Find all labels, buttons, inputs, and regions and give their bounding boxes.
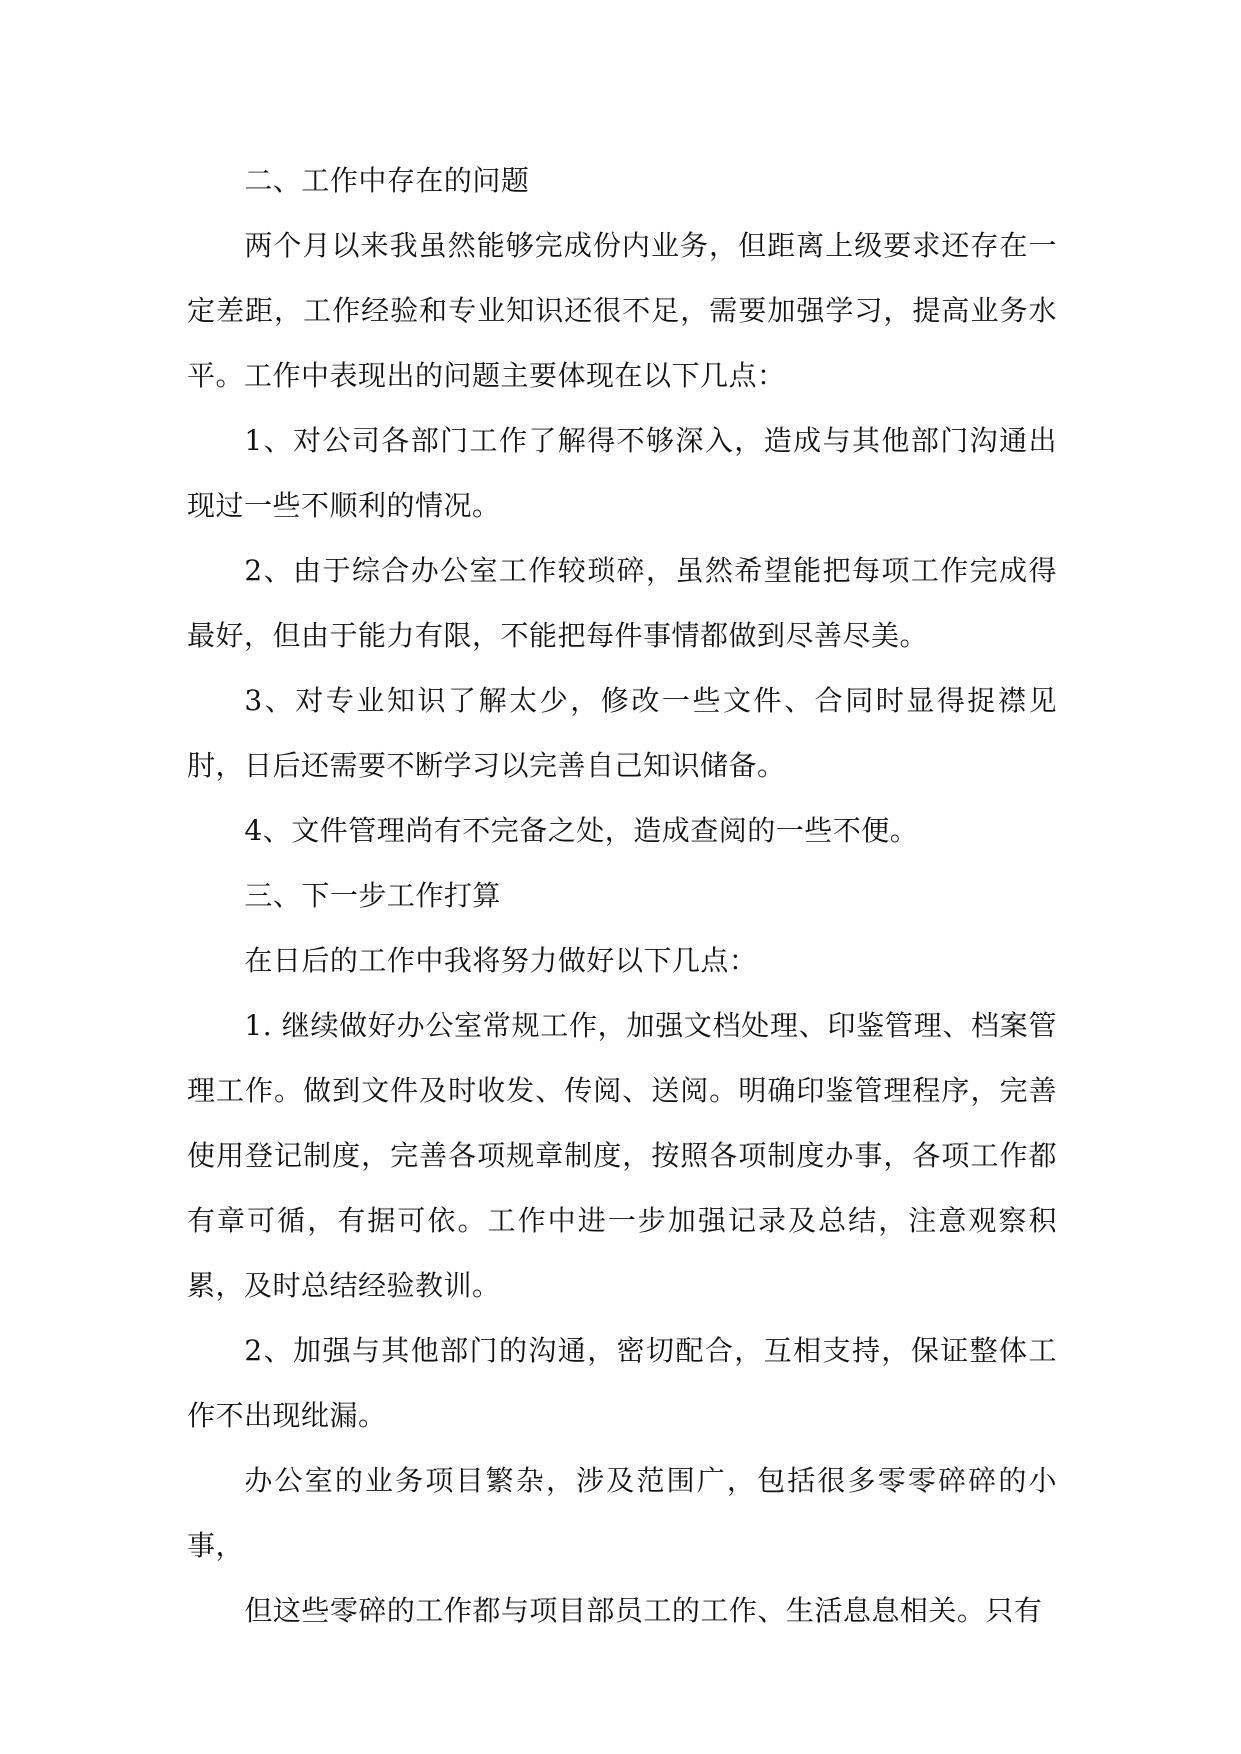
paragraph-problem-3: 3、对专业知识了解太少，修改一些文件、合同时显得捉襟见肘，日后还需要不断学习以完善自己知识储备。 bbox=[187, 684, 1057, 782]
paragraph-problem-1: 1、对公司各部门工作了解得不够深入，造成与其他部门沟通出现过一些不顺利的情况。 bbox=[187, 424, 1057, 522]
paragraph-problems-intro: 两个月以来我虽然能够完成份内业务，但距离上级要求还存在一定差距，工作经验和专业知识还很不足，需要加强学习，提高业务水平。工作中表现出的问题主要体现在以下几点： bbox=[187, 229, 1057, 392]
paragraph-office-work-line-1: 办公室的业务项目繁杂，涉及范围广，包括很多零零碎碎的小事， bbox=[187, 1464, 1057, 1562]
paragraph-plan-1: 1. 继续做好办公室常规工作，加强文档处理、印鉴管理、档案管理工作。做到文件及时收发、传阅、送阅。明确印鉴管理程序，完善使用登记制度，完善各项规章制度，按照各项制度办事，各项工作都有章可循，有据可依。工作中进一步加强记录及总结，注意观察积累，及时总结经验教训。 bbox=[187, 1009, 1057, 1302]
paragraph-plan-2: 2、加强与其他部门的沟通，密切配合，互相支持，保证整体工作不出现纰漏。 bbox=[187, 1334, 1057, 1432]
paragraph-office-work-line-2: 但这些零碎的工作都与项目部员工的工作、生活息息相关。只有 bbox=[244, 1594, 1043, 1627]
paragraph-problem-2: 2、由于综合办公室工作较琐碎，虽然希望能把每项工作完成得最好，但由于能力有限，不能把每件事情都做到尽善尽美。 bbox=[187, 554, 1057, 652]
section-heading-next-steps: 三、下一步工作打算 bbox=[244, 879, 501, 912]
paragraph-next-steps-intro: 在日后的工作中我将努力做好以下几点： bbox=[244, 944, 758, 977]
paragraph-problem-4: 4、文件管理尚有不完备之处，造成查阅的一些不便。 bbox=[244, 814, 919, 847]
document-body bbox=[187, 148, 1057, 1643]
section-heading-problems: 二、工作中存在的问题 bbox=[244, 164, 530, 197]
